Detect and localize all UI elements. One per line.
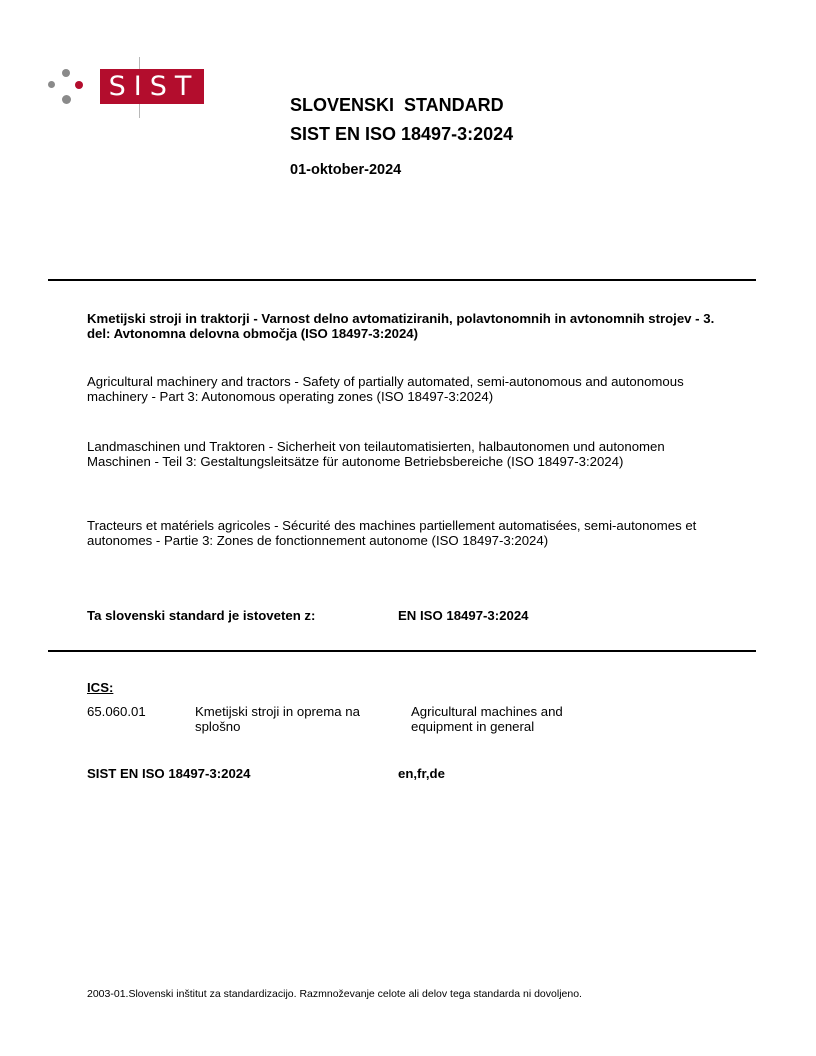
identical-value: EN ISO 18497-3:2024: [398, 608, 529, 623]
ics-heading: ICS:: [87, 680, 114, 695]
logo-dot: [62, 95, 71, 104]
logo-dot-red: [75, 81, 83, 89]
divider-bottom: [48, 650, 756, 652]
publication-date: 01-oktober-2024: [290, 162, 402, 178]
identical-label: Ta slovenski standard je istoveten z:: [87, 608, 316, 623]
divider-top: [48, 279, 756, 281]
document-id: SIST EN ISO 18497-3:2024: [87, 766, 251, 781]
ics-code: 65.060.01: [87, 704, 146, 719]
copyright-footer: 2003-01.Slovenski inštitut za standardizacijo. Razmnoževanje celote ali delov tega standarda ni dovoljeno.: [87, 988, 582, 1000]
logo-dot: [48, 81, 55, 88]
title-slovenian: Kmetijski stroji in traktorji - Varnost delno avtomatiziranih, polavtonomnih in avtonomnih strojev - 3. del: Avtonomna delovna območja (ISO 18497-3:2024): [87, 311, 715, 341]
title-german: Landmaschinen und Traktoren - Sicherheit von teilautomatisierten, halbautonomen und autonomen Maschinen - Teil 3: Gestaltungsleitsätze für autonome Betriebsbereiche (ISO 18497-3:2024): [87, 439, 665, 469]
document-languages: en,fr,de: [398, 766, 445, 781]
standard-number: SIST EN ISO 18497-3:2024: [290, 124, 514, 144]
title-english: Agricultural machinery and tractors - Safety of partially automated, semi-autonomous and autonomous machinery - Part 3: Autonomous operating zones (ISO 18497-3:2024): [87, 374, 684, 404]
ics-description-en: Agricultural machines and equipment in general: [411, 704, 563, 734]
logo-wordmark: SIST: [100, 69, 204, 104]
logo-dot: [62, 69, 70, 77]
ics-description-sl: Kmetijski stroji in oprema na splošno: [195, 704, 360, 734]
standard-type: SLOVENSKI STANDARD: [290, 95, 504, 115]
title-french: Tracteurs et matériels agricoles - Sécurité des machines partiellement automatisées, semi-autonomes et autonomes - Partie 3: Zones de fonctionnement autonome (ISO 18497-3:2024): [87, 518, 697, 548]
